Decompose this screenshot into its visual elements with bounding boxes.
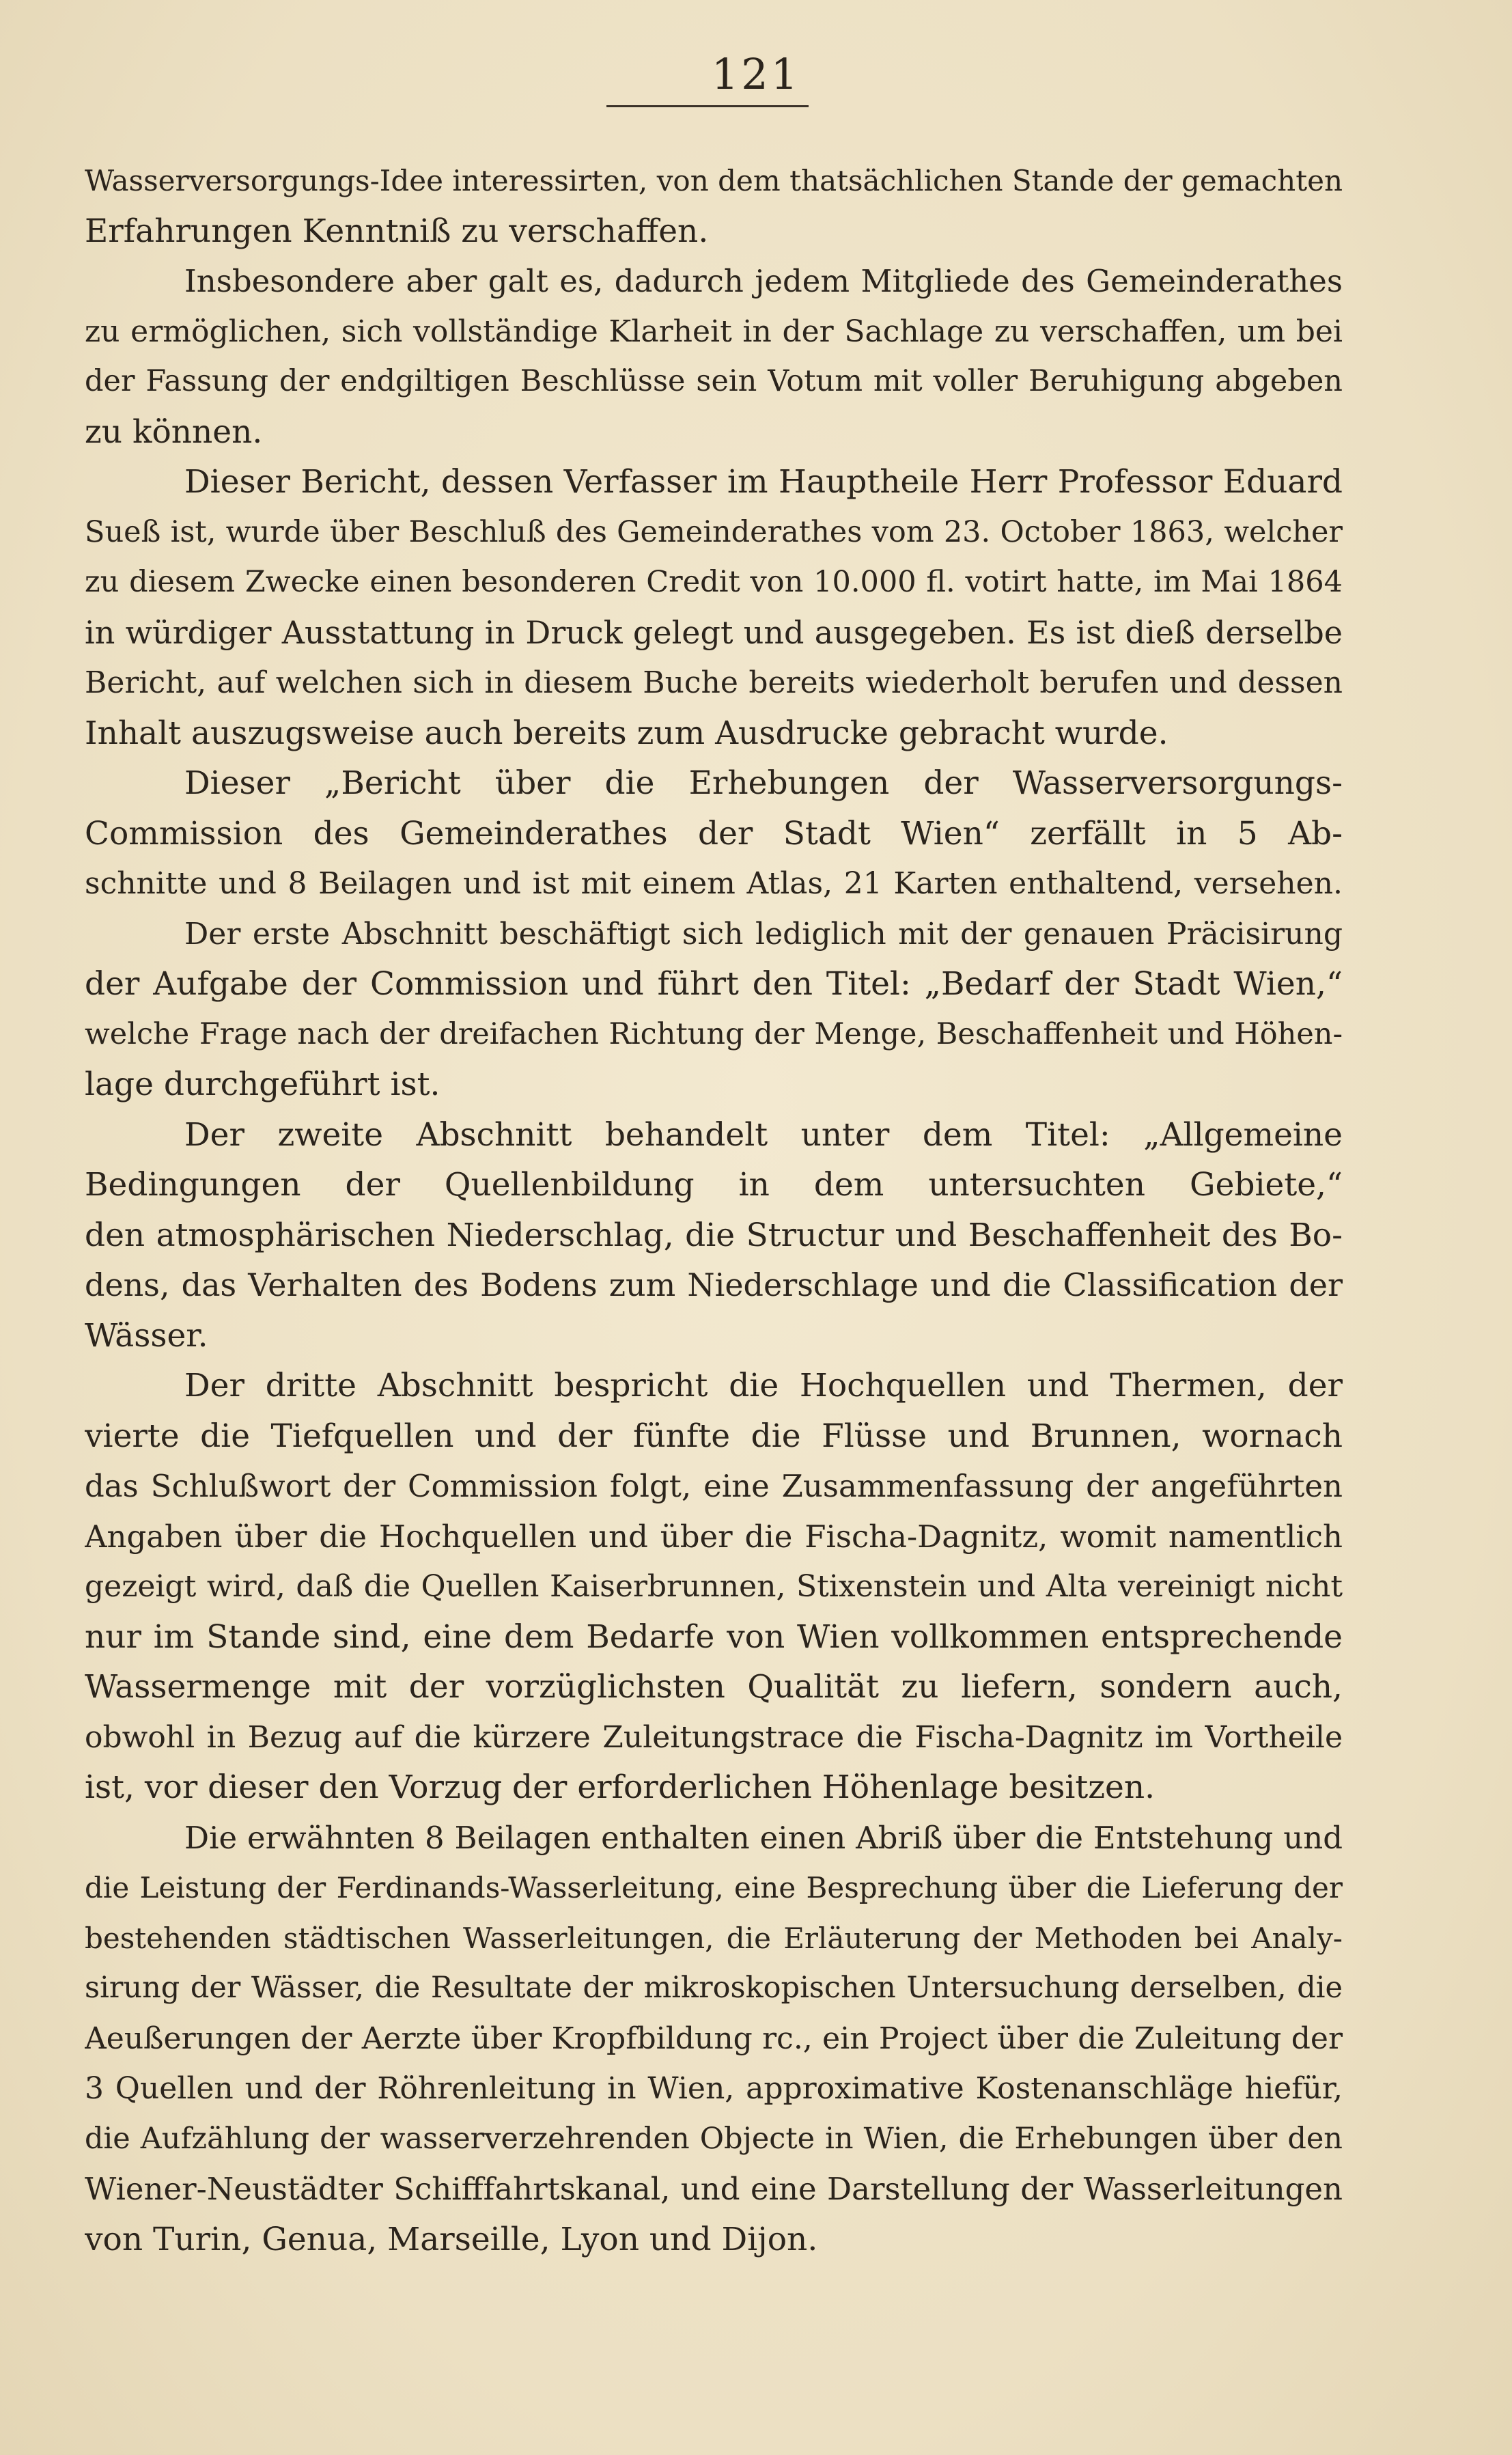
text-line: Bedingungen der Quellenbildung in dem untersuchten Gebiete,“ xyxy=(85,1166,1343,1204)
text-line: obwohl in Bezug auf die kürzere Zuleitungstrace die Fischa-Dagnitz im Vortheile xyxy=(85,1719,1343,1755)
text-line: schnitte und 8 Beilagen und ist mit einem Atlas, 21 Karten enthaltend, versehen. xyxy=(85,866,1343,901)
text-line: gezeigt wird, daß die Quellen Kaiserbrunnen, Stixenstein und Alta vereinigt nicht xyxy=(85,1569,1343,1604)
text-line: Wiener-Neustädter Schifffahrtskanal, und eine Darstellung der Wasserleitungen xyxy=(85,2171,1343,2207)
text-line: vierte die Tiefquellen und der fünfte die Flüsse und Brunnen, wornach xyxy=(85,1417,1343,1455)
text-line: ist, vor dieser den Vorzug der erforderlichen Höhenlage besitzen. xyxy=(85,1769,1156,1806)
text-line: Der erste Abschnitt beschäftigt sich lediglich mit der genauen Präcisirung xyxy=(184,916,1343,952)
text-line: Wässer. xyxy=(85,1316,208,1355)
text-line: die Aufzählung der wasserverzehrenden Objecte in Wien, die Erhebungen über den xyxy=(85,2121,1343,2156)
text-line: dens, das Verhalten des Bodens zum Niederschlage und die Classification der xyxy=(85,1266,1343,1303)
text-line: Der dritte Abschnitt bespricht die Hochquellen und Thermen, der xyxy=(184,1367,1343,1404)
text-line: bestehenden städtischen Wasserleitungen, die Erläuterung der Methoden bei Analy- xyxy=(85,1921,1343,1955)
text-line: Erfahrungen Kenntniß zu verschaffen. xyxy=(85,212,709,250)
text-line: Wasserversorgungs-Idee interessirten, von dem thatsächlichen Stande der gemachten xyxy=(85,164,1343,197)
text-line: Dieser „Bericht über die Erhebungen der Wasserversorgungs- xyxy=(184,764,1343,802)
text-line: Dieser Bericht, dessen Verfasser im Hauptheile Herr Professor Eduard xyxy=(184,463,1343,501)
text-line: Bericht, auf welchen sich in diesem Buche bereits wiederholt berufen und dessen xyxy=(85,665,1343,700)
text-line: zu können. xyxy=(85,413,263,451)
text-line: sirung der Wässer, die Resultate der mikroskopischen Untersuchung derselben, die xyxy=(85,1971,1343,2005)
page-number-rule xyxy=(606,105,809,107)
text-line: zu ermöglichen, sich vollständige Klarheit in der Sachlage zu verschaffen, um bei xyxy=(85,314,1343,349)
text-line: zu diesem Zwecke einen besonderen Credit von 10.000 fl. votirt hatte, im Mai 1864 xyxy=(85,565,1343,599)
body-text xyxy=(85,156,1343,2264)
text-line: in würdiger Ausstattung in Druck gelegt und ausgegeben. Es ist dieß derselbe xyxy=(85,613,1343,651)
text-line: 3 Quellen und der Röhrenleitung in Wien, approximative Kostenanschläge hiefür, xyxy=(85,2071,1343,2106)
text-line: Angaben über die Hochquellen und über die Fischa-Dagnitz, womit namentlich xyxy=(85,1518,1343,1555)
text-line: Der zweite Abschnitt behandelt unter dem Titel: „Allgemeine xyxy=(184,1115,1343,1154)
text-line: der Aufgabe der Commission und führt den Titel: „Bedarf der Stadt Wien,“ xyxy=(85,965,1343,1003)
text-line: der Fassung der endgiltigen Beschlüsse sein Votum mit voller Beruhigung abgeben xyxy=(85,364,1343,398)
text-line: Commission des Gemeinderathes der Stadt Wien“ zerfällt in 5 Ab- xyxy=(85,814,1343,852)
text-line: lage durchgeführt ist. xyxy=(85,1066,440,1103)
text-line: Die erwähnten 8 Beilagen enthalten einen Abriß über die Entstehung und xyxy=(184,1819,1343,1856)
text-line: die Leistung der Ferdinands-Wasserleitung, eine Besprechung über die Lieferung der xyxy=(85,1871,1343,1904)
text-line: welche Frage nach der dreifachen Richtung der Menge, Beschaffenheit und Höhen- xyxy=(85,1016,1343,1051)
text-line: Sueß ist, wurde über Beschluß des Gemeinderathes vom 23. October 1863, welcher xyxy=(85,514,1343,549)
text-line: Inhalt auszugsweise auch bereits zum Ausdrucke gebracht wurde. xyxy=(85,714,1168,752)
text-line: den atmosphärischen Niederschlag, die Structur und Beschaffenheit des Bo- xyxy=(85,1216,1343,1254)
text-line: von Turin, Genua, Marseille, Lyon und Dijon. xyxy=(85,2220,818,2258)
text-line: Aeußerungen der Aerzte über Kropfbildung rc., ein Project über die Zuleitung der xyxy=(85,2021,1343,2056)
text-line: Insbesondere aber galt es, dadurch jedem Mitgliede des Gemeinderathes xyxy=(184,263,1343,299)
page-number: 121 xyxy=(711,49,801,99)
text-line: Wassermenge mit der vorzüglichsten Qualität zu liefern, sondern auch, xyxy=(85,1668,1343,1706)
text-line: nur im Stande sind, eine dem Bedarfe von Wien vollkommen entsprechende xyxy=(85,1618,1343,1656)
text-line: das Schlußwort der Commission folgt, eine Zusammenfassung der angeführten xyxy=(85,1468,1343,1504)
